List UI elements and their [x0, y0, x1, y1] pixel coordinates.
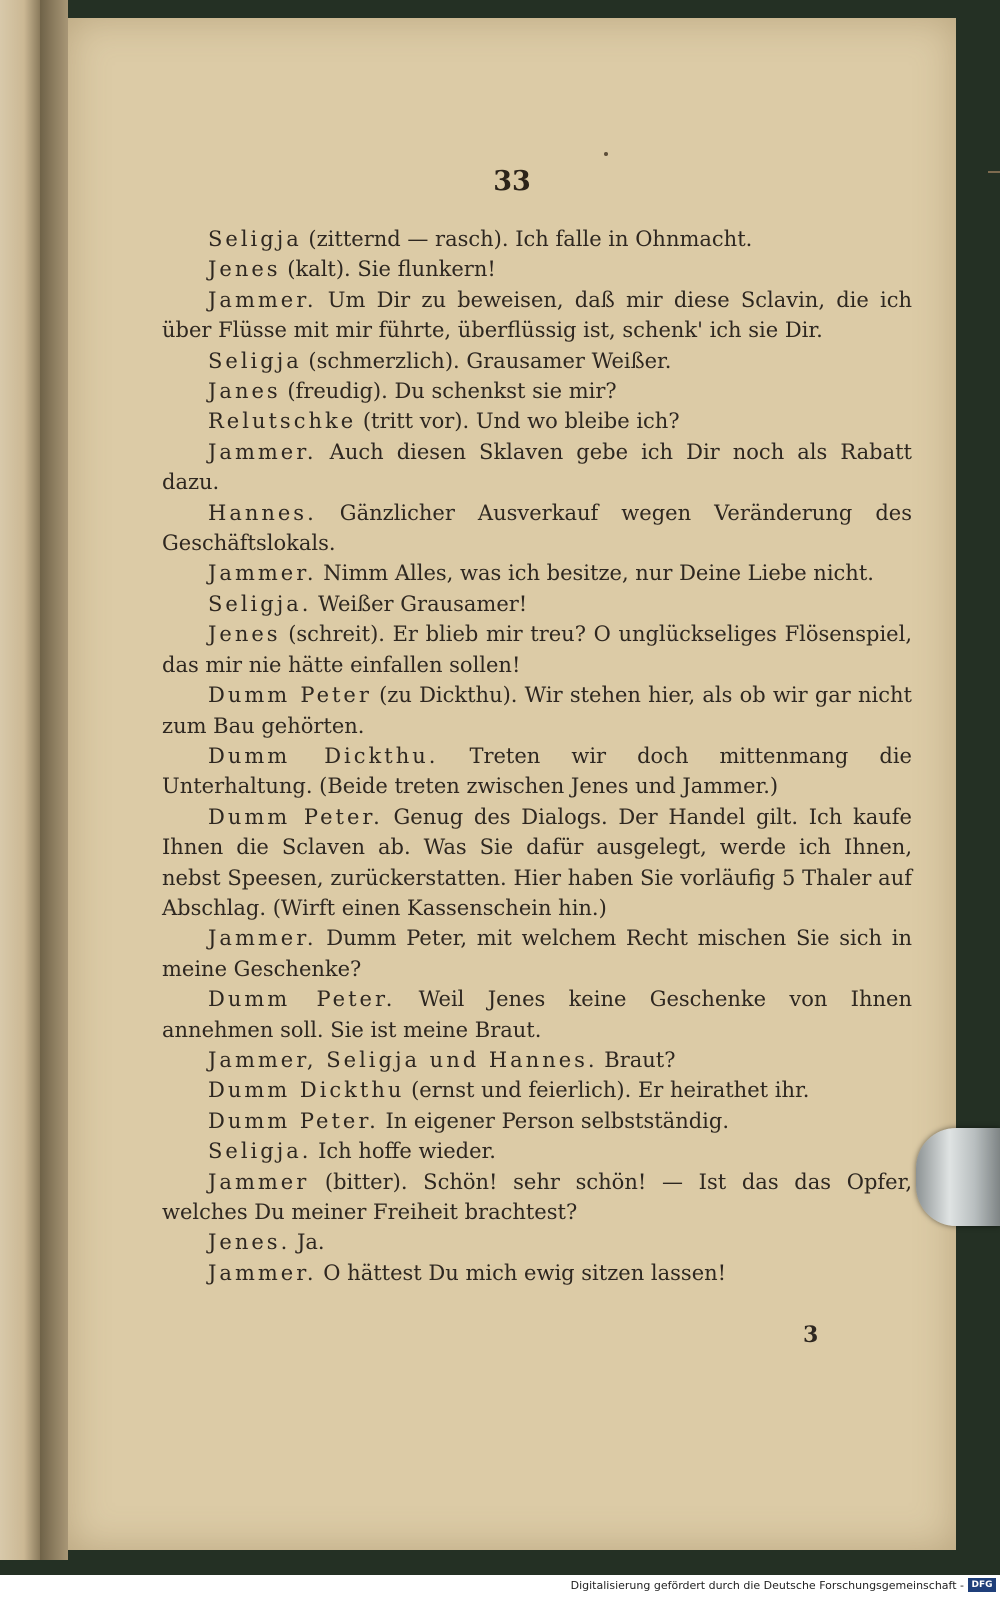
dialogue-line [162, 1136, 912, 1166]
speaker-name: Jammer [208, 1169, 310, 1194]
speech-text: Um Dir zu beweisen, daß mir diese Sclavin, die ich über Flüsse mit mir führte, überflüssig ist, schenk' ich sie Dir. [162, 287, 912, 343]
speaker-name: Seligja [208, 227, 302, 251]
speech-text: Auch diesen Sklaven gebe ich Dir noch als Rabatt dazu. [162, 439, 912, 495]
dialogue-line [162, 923, 912, 984]
dialogue-line [162, 1227, 912, 1257]
speech-text: Weißer Grausamer! [311, 591, 528, 616]
speaker-name: Dumm Dickthu [208, 1078, 405, 1103]
play-text [162, 224, 912, 1288]
dialogue-line [162, 558, 912, 588]
dialogue-line [162, 376, 912, 406]
dialogue-line [162, 254, 912, 284]
dialogue-line [162, 984, 912, 1045]
speech-text: Gänzlicher Ausverkauf wegen Veränderung des Geschäftslokals. [162, 500, 912, 556]
speaker-name: Jammer. [208, 561, 317, 586]
dialogue-line [162, 589, 912, 619]
dialogue-line [162, 1167, 912, 1228]
dialogue-line [162, 406, 912, 436]
speech-text: (schmerzlich). Grausamer Weißer. [301, 348, 672, 373]
speaker-name: Dumm Peter [208, 683, 372, 708]
speech-text: Dumm Peter, mit welchem Recht mischen Sie sich in meine Geschenke? [162, 926, 912, 981]
dialogue-line [162, 680, 912, 741]
page-number: 33 [493, 166, 531, 197]
speech-text: (tritt vor). Und wo bleibe ich? [356, 409, 680, 434]
page-clip [916, 1128, 1000, 1226]
dialogue-line [162, 802, 912, 924]
speaker-name: Dumm Dickthu. [208, 743, 439, 768]
speaker-name: Seligja. [208, 1139, 312, 1164]
page-speck [604, 152, 608, 156]
book-spine [40, 0, 68, 1560]
footer-bar [0, 1575, 1000, 1597]
speech-text: (freudig). Du schenkst sie mir? [280, 379, 617, 404]
margin-mark [988, 171, 1000, 173]
speech-text: O hättest Du mich ewig sitzen lassen! [316, 1260, 727, 1285]
dialogue-line [162, 285, 912, 346]
speaker-name: Seligja [208, 348, 302, 373]
speaker-name: Jenes [208, 257, 281, 282]
speaker-name: Janes [208, 379, 281, 404]
page-stack-left [0, 0, 40, 1560]
speech-text: (kalt). Sie flunkern! [280, 257, 496, 282]
speaker-name: Jammer. [208, 926, 317, 951]
speaker-name: Jammer. [208, 287, 317, 312]
book-page [68, 18, 956, 1550]
dialogue-line [162, 1075, 912, 1105]
speaker-name: Jammer, Seligja und Hannes. [208, 1047, 598, 1072]
speech-text: Nimm Alles, was ich besitze, nur Deine Liebe nicht. [316, 561, 874, 586]
dialogue-line [162, 224, 912, 254]
speech-text: In eigener Person selbstständig. [378, 1108, 730, 1133]
dialogue-line [162, 1106, 912, 1136]
speech-text: (schreit). Er blieb mir treu? O unglückseliges Flösenspiel, das mir nie hätte einfallen sollen! [162, 622, 912, 677]
speaker-name: Jammer. [208, 439, 317, 464]
speech-text: (zu Dickthu). Wir stehen hier, als ob wir gar nicht zum Bau gehörten. [162, 683, 912, 738]
dialogue-line [162, 1045, 912, 1075]
speech-text: Weil Jenes keine Geschenke von Ihnen annehmen soll. Sie ist meine Braut. [162, 987, 912, 1042]
speech-text: (bitter). Schön! sehr schön! — Ist das das Opfer, welches Du meiner Freiheit brachtest? [162, 1169, 912, 1224]
dialogue-line [162, 741, 912, 802]
speech-text: (zitternd — rasch). Ich falle in Ohnmacht. [301, 227, 753, 251]
dialogue-line [162, 437, 912, 498]
speech-text: Genug des Dialogs. Der Handel gilt. Ich kaufe Ihnen die Sclaven ab. Was Sie dafür ausgelegt, werde ich Ihnen, nebst Speesen, zurückerstatten. Hier haben Sie vorläufig 5 Thaler auf Abschlag. (Wirft einen Kassenschein hin.) [162, 804, 912, 920]
speaker-name: Dumm Peter. [208, 804, 383, 829]
signature-mark: 3 [803, 1322, 819, 1348]
speech-text: Treten wir doch mittenmang die Unterhaltung. (Beide treten zwischen Jenes und Jammer.) [162, 743, 912, 799]
footer-credit: Digitalisierung gefördert durch die Deutsche Forschungsgemeinschaft - [570, 1579, 964, 1592]
speaker-name: Jenes. [208, 1230, 291, 1255]
dialogue-line [162, 346, 912, 376]
speech-text: Braut? [597, 1047, 676, 1072]
dialogue-line [162, 498, 912, 559]
speaker-name: Jenes [208, 622, 281, 647]
speaker-name: Dumm Peter. [208, 1108, 379, 1133]
speech-text: (ernst und feierlich). Er heirathet ihr. [404, 1078, 810, 1103]
speaker-name: Jammer. [208, 1260, 317, 1285]
speaker-name: Relutschke [208, 409, 357, 434]
dfg-logo: DFG [968, 1578, 996, 1592]
dialogue-line [162, 619, 912, 680]
speaker-name: Seligja. [208, 591, 312, 616]
speech-text: Ich hoffe wieder. [311, 1139, 496, 1164]
speech-text: Ja. [290, 1230, 325, 1255]
speaker-name: Hannes. [208, 500, 317, 525]
speaker-name: Dumm Peter. [208, 987, 396, 1012]
dialogue-line [162, 1258, 912, 1288]
